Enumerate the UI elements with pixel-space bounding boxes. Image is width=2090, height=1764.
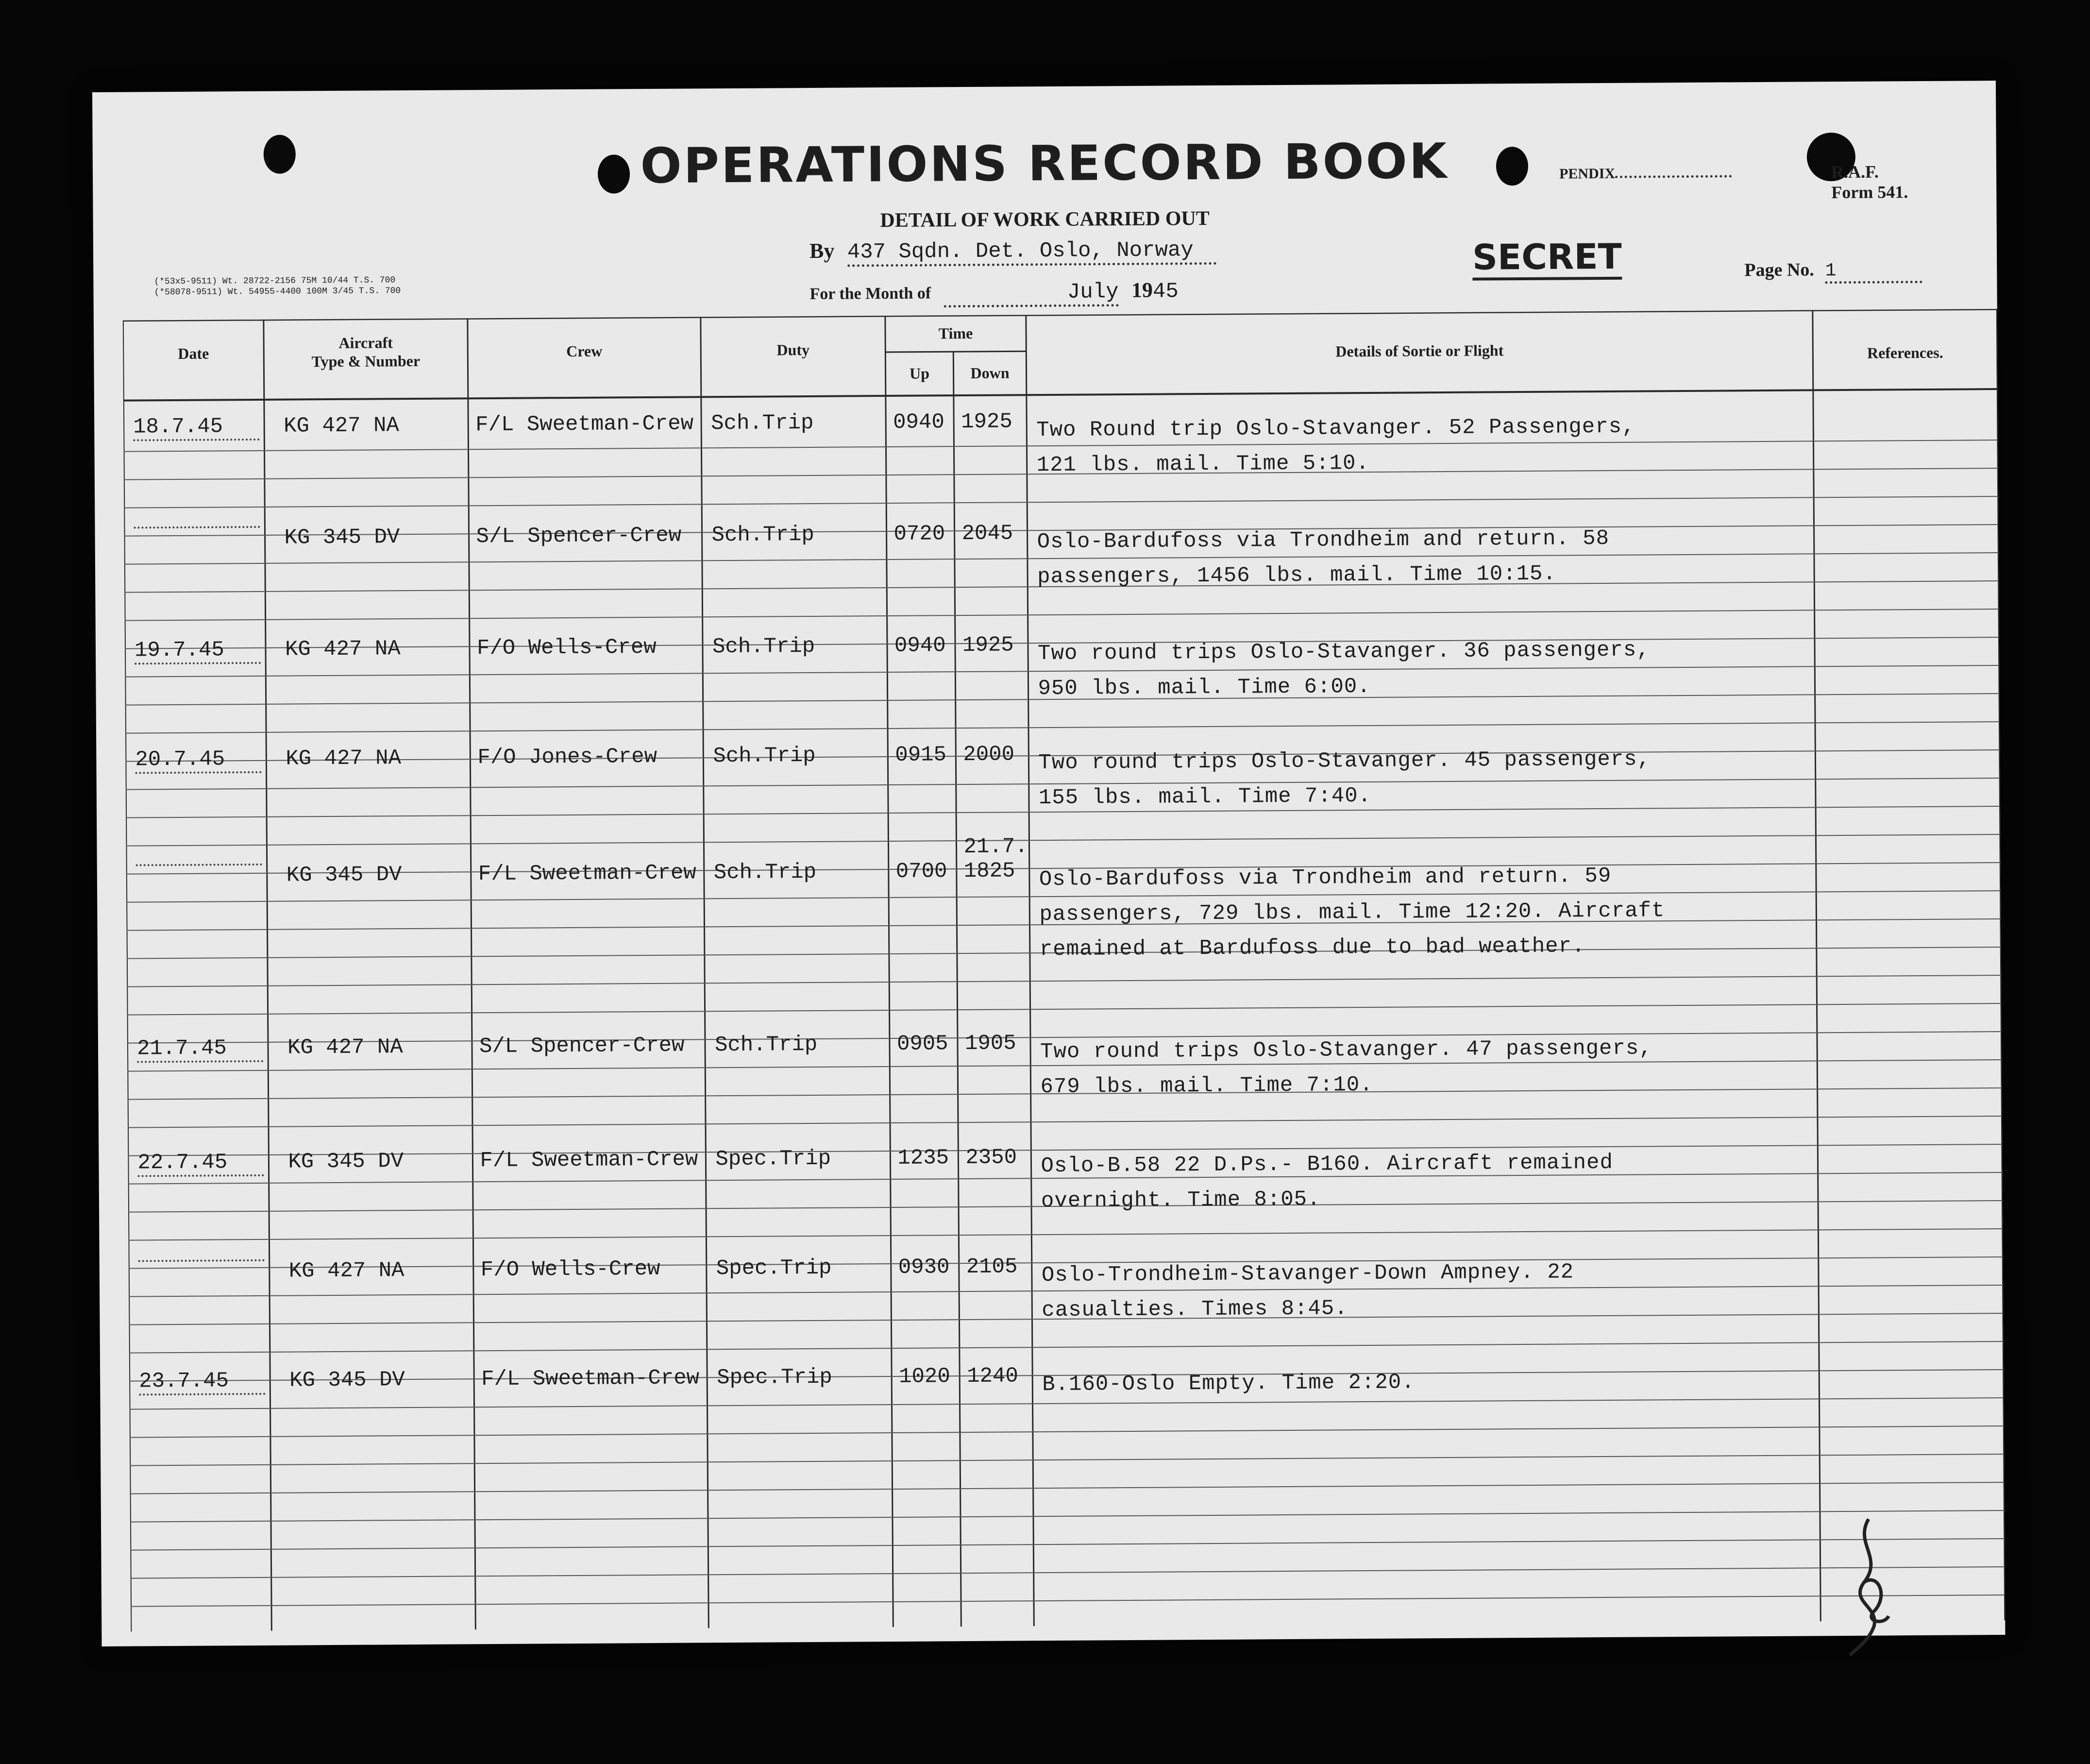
col-header-details: Details of Sortie or Flight xyxy=(1335,341,1504,360)
page-subtitle: DETAIL OF WORK CARRIED OUT xyxy=(880,207,1210,232)
month-row xyxy=(809,277,1179,308)
detail-line: casualties. Times 8:45. xyxy=(1042,1296,1348,1323)
appendix-field: PENDIX xyxy=(1559,165,1732,182)
cell-duty: Sch.Trip xyxy=(712,634,815,660)
cell-duty: Spec.Trip xyxy=(716,1255,832,1281)
cell-crew: S/L Spencer-Crew xyxy=(479,1033,685,1059)
col-header-aircraft: Aircraft Type & Number xyxy=(311,334,421,371)
cell-up: 0940 xyxy=(893,410,944,435)
cell-duty: Sch.Trip xyxy=(711,410,814,436)
table-rules xyxy=(123,309,2005,1632)
cell-down: 1925 xyxy=(961,409,1012,435)
cell-up: 1235 xyxy=(897,1146,949,1170)
detail-line: 121 lbs. mail. Time 5:10. xyxy=(1036,451,1369,478)
col-header-duty: Duty xyxy=(776,340,810,359)
cell-down: 2350 xyxy=(965,1145,1017,1170)
col-header-time: Time xyxy=(938,324,973,342)
cell-duty: Sch.Trip xyxy=(713,860,817,885)
cell-crew: F/L Sweetman-Crew xyxy=(478,861,696,887)
cell-down: 1905 xyxy=(964,1031,1016,1056)
detail-line: 950 lbs. mail. Time 6:00. xyxy=(1038,674,1371,701)
cell-date: 18.7.45 xyxy=(133,414,259,441)
cell-crew: S/L Spencer-Crew xyxy=(476,523,682,549)
cell-crew: F/L Sweetman-Crew xyxy=(481,1366,700,1392)
unit-name: 437 Sqdn. Det. Oslo, Norway xyxy=(847,238,1216,267)
detail-line: 679 lbs. mail. Time 7:10. xyxy=(1040,1072,1373,1100)
page-title: OPERATIONS RECORD BOOK xyxy=(640,132,1449,195)
cell-date: 23.7.45 xyxy=(139,1369,265,1396)
detail-line: Two round trips Oslo-Stavanger. 47 passengers, xyxy=(1040,1036,1652,1065)
cell-aircraft: KG 427 NA xyxy=(284,413,399,439)
month-label: For the Month of xyxy=(809,284,931,303)
initials-signature xyxy=(1835,1514,1904,1660)
detail-line: B.160-Oslo Empty. Time 2:20. xyxy=(1042,1370,1415,1397)
cell-aircraft: KG 345 DV xyxy=(284,525,400,550)
col-header-date: Date xyxy=(178,344,209,362)
cell-aircraft: KG 427 NA xyxy=(285,637,401,662)
detail-line: Two round trips Oslo-Stavanger. 45 passengers, xyxy=(1038,747,1651,776)
cell-down: 2105 xyxy=(966,1255,1018,1280)
cell-down: 1925 xyxy=(962,633,1014,658)
cell-down: 2000 xyxy=(963,742,1015,767)
detail-line: Oslo-Bardufoss via Trondheim and return. 59 xyxy=(1039,864,1612,892)
cell-aircraft: KG 345 DV xyxy=(289,1368,405,1393)
detail-line: overnight. Time 8:05. xyxy=(1041,1187,1321,1214)
cell-up: 0700 xyxy=(895,859,947,884)
cell-duty: Spec.Trip xyxy=(717,1365,832,1391)
cell-up: 0720 xyxy=(893,522,945,546)
cell-date: 19.7.45 xyxy=(135,638,261,665)
detail-line: Oslo-Bardufoss via Trondheim and return. 58 xyxy=(1037,526,1610,555)
detail-line: remained at Bardufoss due to bad weather. xyxy=(1039,934,1585,962)
detail-line: 155 lbs. mail. Time 7:40. xyxy=(1038,783,1372,811)
cell-aircraft: KG 427 NA xyxy=(286,746,402,771)
col-header-references: References. xyxy=(1867,343,1943,362)
page-number: 1 xyxy=(1825,260,1922,284)
cell-down-date: 21.7. xyxy=(963,834,1028,860)
by-label: By xyxy=(809,238,835,263)
cell-crew: F/L Sweetman-Crew xyxy=(475,411,694,438)
cell-aircraft: KG 427 NA xyxy=(288,1258,405,1284)
form-number: R.A.F. Form 541. xyxy=(1831,162,1908,203)
cell-aircraft: KG 427 NA xyxy=(287,1035,403,1060)
year-prefix: 19 xyxy=(1131,278,1153,302)
cell-crew: F/L Sweetman-Crew xyxy=(480,1147,698,1173)
col-header-up: Up xyxy=(910,364,930,382)
page-number-field: Page No. 1 xyxy=(1744,258,1922,284)
cell-date: 21.7.45 xyxy=(137,1036,263,1063)
detail-line: Oslo-Trondheim-Stavanger-Down Ampney. 22 xyxy=(1041,1260,1574,1288)
unit-row xyxy=(809,236,1216,267)
cell-down: 1825 xyxy=(963,859,1015,884)
detail-line: Oslo-B.58 22 D.Ps.- B160. Aircraft remained xyxy=(1041,1150,1614,1179)
cell-down: 1240 xyxy=(967,1364,1018,1389)
detail-line: Two Round trip Oslo-Stavanger. 52 Passengers, xyxy=(1036,414,1635,443)
cell-duty: Sch.Trip xyxy=(714,1032,818,1058)
detail-line: Two round trips Oslo-Stavanger. 36 passengers, xyxy=(1037,638,1650,666)
cell-up: 0905 xyxy=(896,1032,948,1056)
month-value: July xyxy=(944,280,1118,307)
cell-aircraft: KG 345 DV xyxy=(288,1149,404,1174)
cell-date: 22.7.45 xyxy=(137,1150,264,1177)
cell-up: 1020 xyxy=(899,1364,950,1389)
cell-date: 20.7.45 xyxy=(135,747,261,774)
detail-line: passengers, 729 lbs. mail. Time 12:20. Aircraft xyxy=(1039,899,1665,927)
cell-duty: Spec.Trip xyxy=(715,1146,831,1172)
col-header-down: Down xyxy=(970,364,1010,382)
classification-stamp: SECRET xyxy=(1472,236,1622,281)
cell-down: 2045 xyxy=(961,521,1013,546)
record-sheet xyxy=(92,81,2005,1646)
cell-up: 0930 xyxy=(898,1255,950,1280)
cell-up: 0915 xyxy=(895,743,947,767)
cell-crew: F/O Jones-Crew xyxy=(477,744,657,770)
cell-aircraft: KG 345 DV xyxy=(286,863,402,888)
col-header-crew: Crew xyxy=(566,342,603,360)
year-suffix: 45 xyxy=(1152,279,1179,304)
printer-imprint: (*53x5-9511) Wt. 28722-2156 75M 10/44 T.S. 700 (*58078-9511) Wt. 54955-4400 100M 3/45 T.S. 700 xyxy=(154,275,401,298)
cell-crew: F/O Wells-Crew xyxy=(476,635,657,661)
cell-crew: F/O Wells-Crew xyxy=(480,1256,660,1283)
cell-up: 0940 xyxy=(894,633,946,658)
cell-duty: Sch.Trip xyxy=(711,522,814,548)
cell-duty: Sch.Trip xyxy=(713,743,816,769)
detail-line: passengers, 1456 lbs. mail. Time 10:15. xyxy=(1037,561,1557,590)
